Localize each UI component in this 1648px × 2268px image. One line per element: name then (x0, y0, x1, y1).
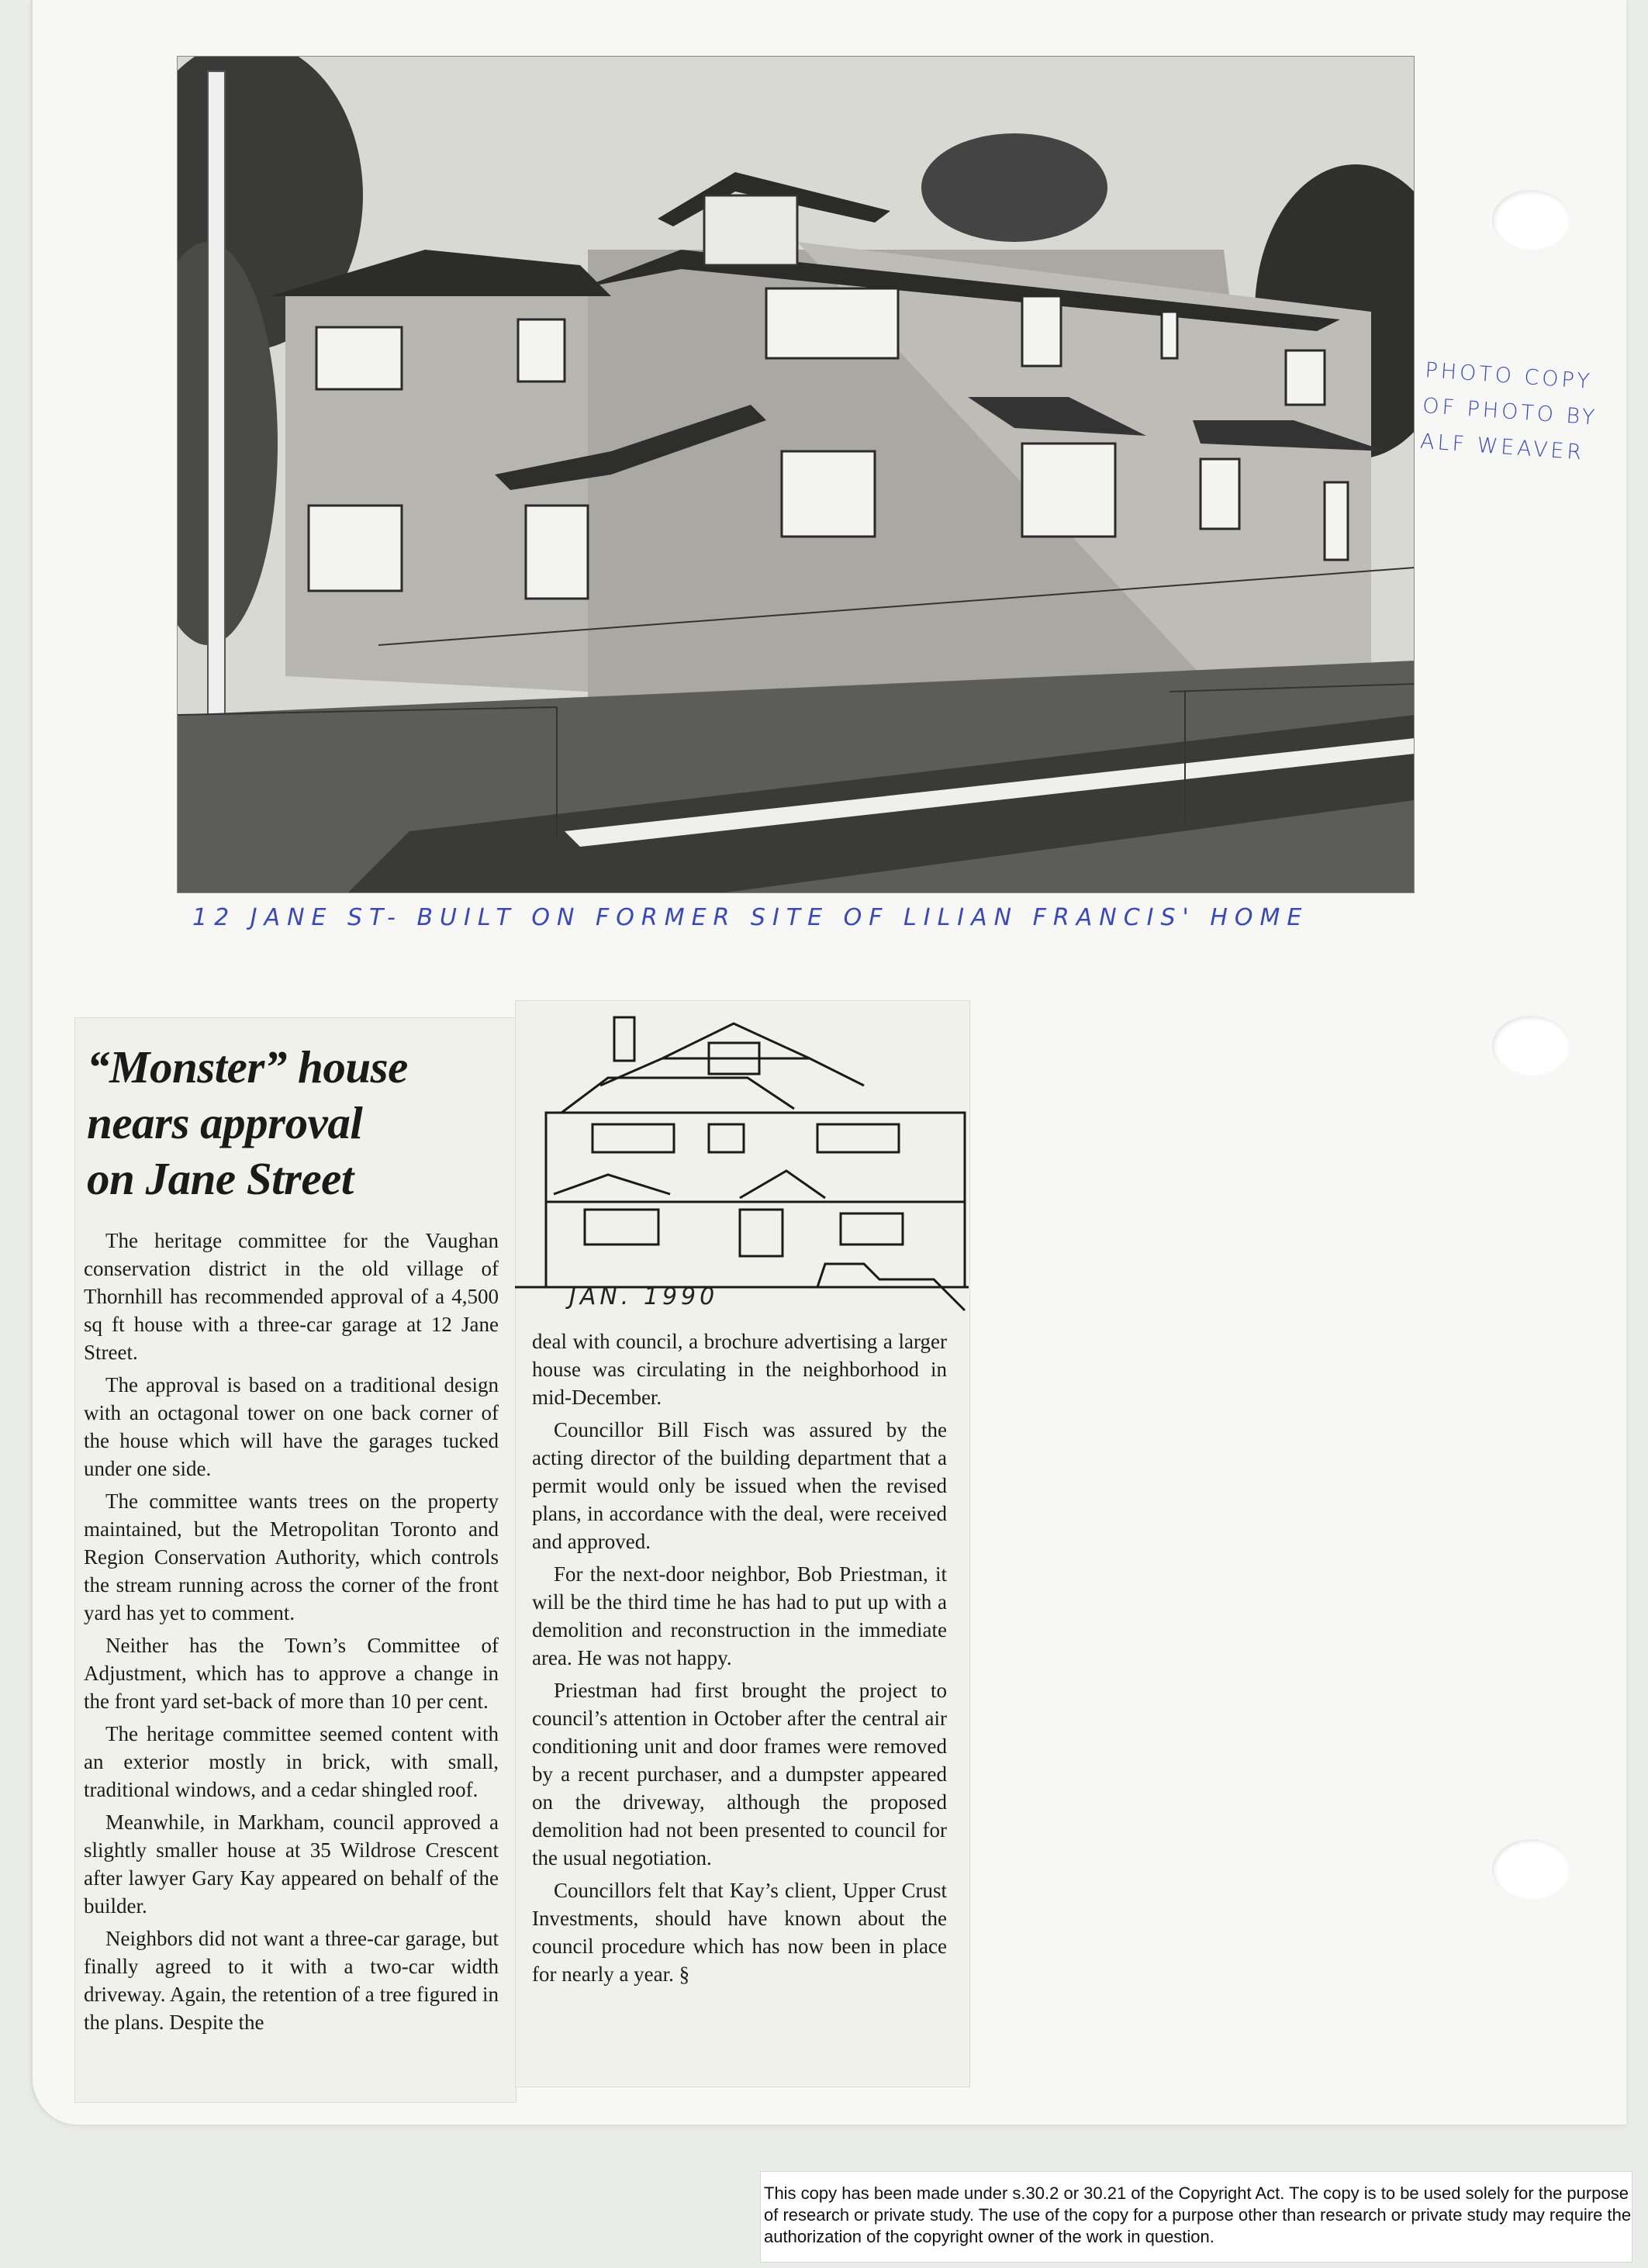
house-photo-illustration (177, 56, 1415, 893)
article-left-column-text (84, 1227, 499, 2041)
copyright-notice: This copy has been made under s.30.2 or 30.21 of the Copyright Act. The copy is to be used solely for the purpose of research or private study. The use of the copy for a purpose other than research or private study may require the authorization of the copyright owner of the work in question. (760, 2171, 1632, 2263)
headline-line: nears approval (87, 1097, 363, 1148)
article-paragraph: The heritage committee seemed content with an exterior mostly in brick, with small, traditional windows, and a cedar shingled roof. (84, 1722, 499, 1801)
article-paragraph: The approval is based on a traditional design with an octagonal tower on one back corner of the house which will have the garages tucked under one side. (84, 1373, 499, 1480)
article-paragraph: For the next-door neighbor, Bob Priestman, it will be the third time he has had to put up with a demolition and reconstruction in the immediate area. He was not happy. (532, 1562, 947, 1669)
article-paragraph: The committee wants trees on the property maintained, but the Metropolitan Toronto and Region Conservation Authority, which controls the stream running across the corner of the front yard has yet to comment. (84, 1490, 499, 1624)
article-paragraph: The heritage committee for the Vaughan conservation district in the old village of Thornhill has recommended approval of a 4,500 sq ft house with a three-car garage at 12 Jane Street. (84, 1229, 499, 1364)
photo-credit-note (1419, 353, 1648, 475)
photo-credit-line: ALF WEAVER (1419, 429, 1586, 465)
house-sketch (515, 1008, 969, 1318)
article-paragraph: Neither has the Town’s Committee of Adjustment, which has to approve a change in the front yard set-back of more than 10 per cent. (84, 1634, 499, 1713)
article-headline (87, 1039, 521, 1206)
article-paragraph-continued: deal with council, a brochure advertising a larger house was circulating in the neighborhood in mid-December. (532, 1330, 947, 1409)
photo-credit-line: PHOTO COPY (1424, 358, 1594, 395)
house-sketch-illustration (515, 1008, 969, 1318)
house-photo (177, 56, 1415, 893)
article-right-column-text (532, 1327, 947, 1993)
article-paragraph: Meanwhile, in Markham, council approved a slightly smaller house at 35 Wildrose Crescent after lawyer Gary Kay appeared on behalf of the builder. (84, 1811, 499, 1918)
punch-hole-middle (1492, 1016, 1570, 1076)
headline-line: “Monster” house (87, 1041, 408, 1093)
punch-hole-bottom (1492, 1839, 1570, 1900)
headline-line: on Jane Street (87, 1153, 354, 1204)
article-paragraph: Councillor Bill Fisch was assured by the acting director of the building department that a permit would only be issued when the revised plans, in accordance with the deal, were received and approved. (532, 1418, 947, 1553)
article-paragraph: Councillors felt that Kay’s client, Upper Crust Investments, should have known about the council procedure which has now been in place for nearly a year. § (532, 1879, 947, 1986)
photo-caption: 12 JANE ST- BUILT ON FORMER SITE OF LILIAN FRANCIS' HOME (192, 904, 1309, 931)
article-paragraph: Priestman had first brought the project to council’s attention in October after the central air conditioning unit and door frames were removed by a recent purchaser, and a dumpster appeared on the driveway, although the proposed demolition had not been presented to council for the usual negotiation. (532, 1679, 947, 1869)
punch-hole-top (1492, 190, 1570, 250)
sketch-date: JAN. 1990 (569, 1283, 719, 1310)
photo-credit-line: OF PHOTO BY (1422, 393, 1599, 430)
article-paragraph: Neighbors did not want a three-car garage, but finally agreed to it with a two-car width driveway. Again, the retention of a tree figured in the plans. Despite the (84, 1927, 499, 2034)
